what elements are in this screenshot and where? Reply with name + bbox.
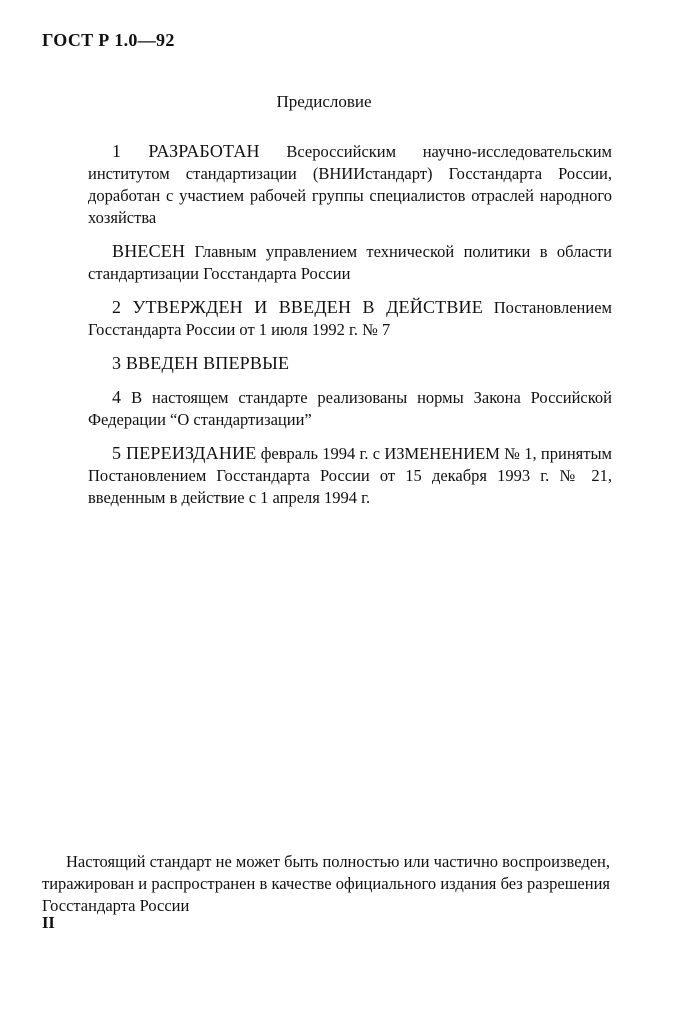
paragraph-approved [88,296,612,341]
paragraph-law-norms [88,386,612,431]
paragraph-text: февраль 1994 г. с ИЗМЕНЕНИЕМ № 1, принятым Постановлением Госстандарта России от 15 декабря 1993 г. № 21, введенным в действие с 1 апреля 1994 г. [88,444,612,507]
paragraph-introduced [88,240,612,285]
paragraph-text: В настоящем стандарте реализованы нормы Закона Российской Федерации “О стандартизации” [88,388,612,429]
paragraph-first-introduced [88,352,612,375]
paragraph-text: Всероссийским научно-исследовательским институтом стандартизации (ВНИИстандарт) Госстандарта России, доработан с участием рабочей группы специалистов отраслей народного хозяйства [88,142,612,227]
foreword-body [88,140,612,520]
paragraph-lead: ВНЕСЕН [112,241,186,261]
copyright-notice: Настоящий стандарт не может быть полностью или частично воспроизведен, тиражирован и распространен в качестве официального издания без разрешения Госстандарта России [42,852,610,915]
paragraph-lead: 3 ВВЕДЕН ВПЕРВЫЕ [112,353,290,373]
paragraph-lead: 4 [112,387,122,407]
paragraph-lead: 5 ПЕРЕИЗДАНИЕ [112,443,257,463]
paragraph-text: Постановлением Госстандарта России от 1 июля 1992 г. № 7 [88,298,612,339]
paragraph-text: Главным управлением технической политики в области стандартизации Госстандарта России [88,242,612,283]
paragraph-developed [88,140,612,229]
paragraph-lead: 2 УТВЕРЖДЕН И ВВЕДЕН В ДЕЙСТВИЕ [112,297,483,317]
standard-code-header: ГОСТ Р 1.0—92 [42,30,175,50]
foreword-title: Предисловие [276,92,372,111]
page-number: II [42,913,55,932]
paragraph-lead: 1 РАЗРАБОТАН [112,141,260,161]
paragraph-reissue [88,442,612,509]
